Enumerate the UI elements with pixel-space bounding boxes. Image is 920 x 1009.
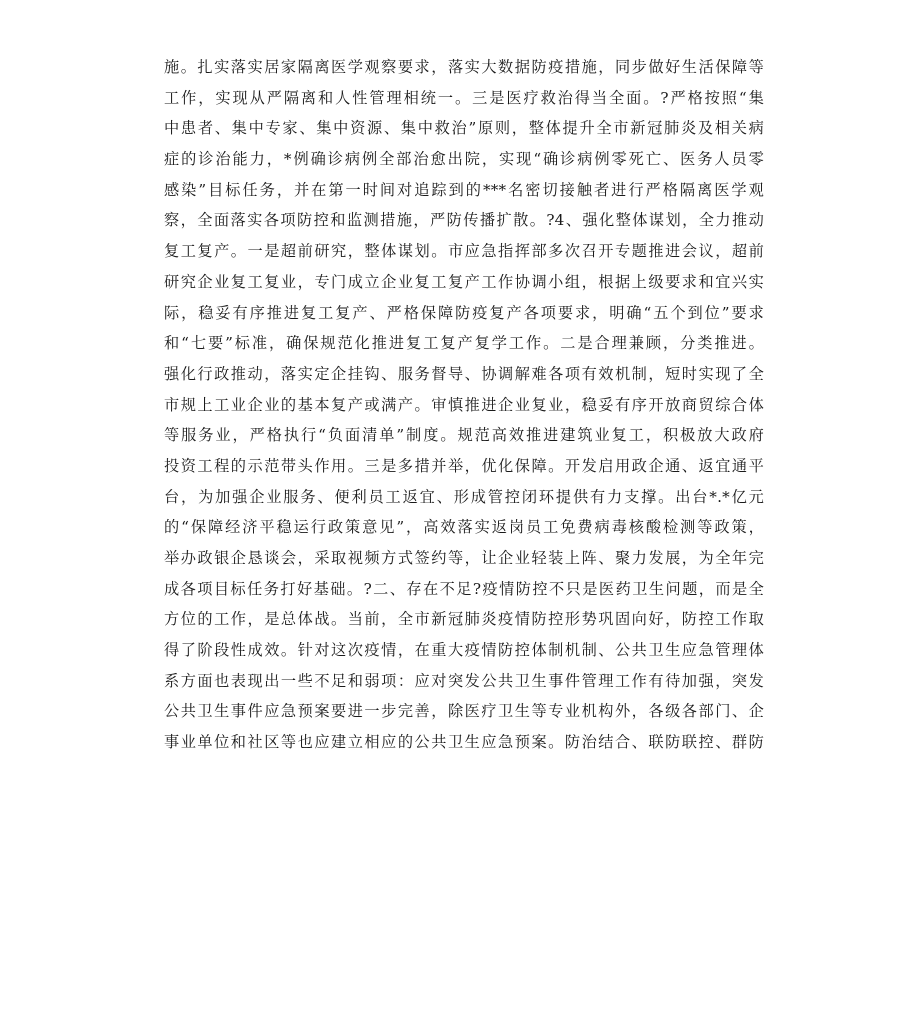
text-line: 等服务业，严格执行“负面清单”制度。规范高效推进建筑业复工，积极放大政府 [164, 426, 764, 445]
text-line: 强化行政推动，落实定企挂钩、服务督导、协调解难各项有效机制，短时实现了全 [164, 364, 764, 383]
text-line: 成各项目标任务打好基础。?二、存在不足?疫情防控不只是医药卫生问题，而是全 [164, 579, 764, 598]
text-line: 事业单位和社区等也应建立相应的公共卫生应急预案。防治结合、联防联控、群防 [164, 733, 764, 752]
body-text [164, 52, 764, 758]
text-line: 得了阶段性成效。针对这次疫情，在重大疫情防控体制机制、公共卫生应急管理体 [164, 641, 764, 660]
text-line: 察，全面落实各项防控和监测措施，严防传播扩散。?4、强化整体谋划，全力推动 [164, 211, 764, 230]
text-line: 感染”目标任务，并在第一时间对追踪到的***名密切接触者进行严格隔离医学观 [164, 180, 764, 199]
text-line: 的“保障经济平稳运行政策意见”，高效落实返岗员工免费病毒核酸检测等政策， [164, 518, 764, 537]
text-line: 方位的工作，是总体战。当前，全市新冠肺炎疫情防控形势巩固向好，防控工作取 [164, 610, 764, 629]
text-line: 症的诊治能力，*例确诊病例全部治愈出院，实现“确诊病例零死亡、医务人员零 [164, 150, 764, 169]
text-line: 投资工程的示范带头作用。三是多措并举，优化保障。开发启用政企通、返宜通平 [164, 456, 764, 475]
text-line: 和“七要”标准，确保规范化推进复工复产复学工作。二是合理兼顾，分类推进。 [164, 334, 764, 353]
text-line: 际，稳妥有序推进复工复产、严格保障防疫复产各项要求，明确“五个到位”要求 [164, 303, 764, 322]
text-line: 台，为加强企业服务、便利员工返宜、形成管控闭环提供有力支撑。出台*.*亿元 [164, 487, 764, 506]
text-line: 市规上工业企业的基本复产或满产。审慎推进企业复业，稳妥有序开放商贸综合体 [164, 395, 764, 414]
text-line: 公共卫生事件应急预案要进一步完善，除医疗卫生等专业机构外，各级各部门、企 [164, 702, 764, 721]
text-line: 研究企业复工复业，专门成立企业复工复产工作协调小组，根据上级要求和宜兴实 [164, 272, 764, 291]
text-line: 中患者、集中专家、集中资源、集中救治”原则，整体提升全市新冠肺炎及相关病 [164, 119, 764, 138]
text-line: 施。扎实落实居家隔离医学观察要求，落实大数据防疫措施，同步做好生活保障等 [164, 58, 764, 76]
text-line: 复工复产。一是超前研究，整体谋划。市应急指挥部多次召开专题推进会议，超前 [164, 242, 764, 261]
text-line: 工作，实现从严隔离和人性管理相统一。三是医疗救治得当全面。?严格按照“集 [164, 88, 764, 107]
text-line: 系方面也表现出一些不足和弱项：应对突发公共卫生事件管理工作有待加强，突发 [164, 671, 764, 690]
text-line: 举办政银企恳谈会，采取视频方式签约等，让企业轻装上阵、聚力发展，为全年完 [164, 549, 764, 567]
